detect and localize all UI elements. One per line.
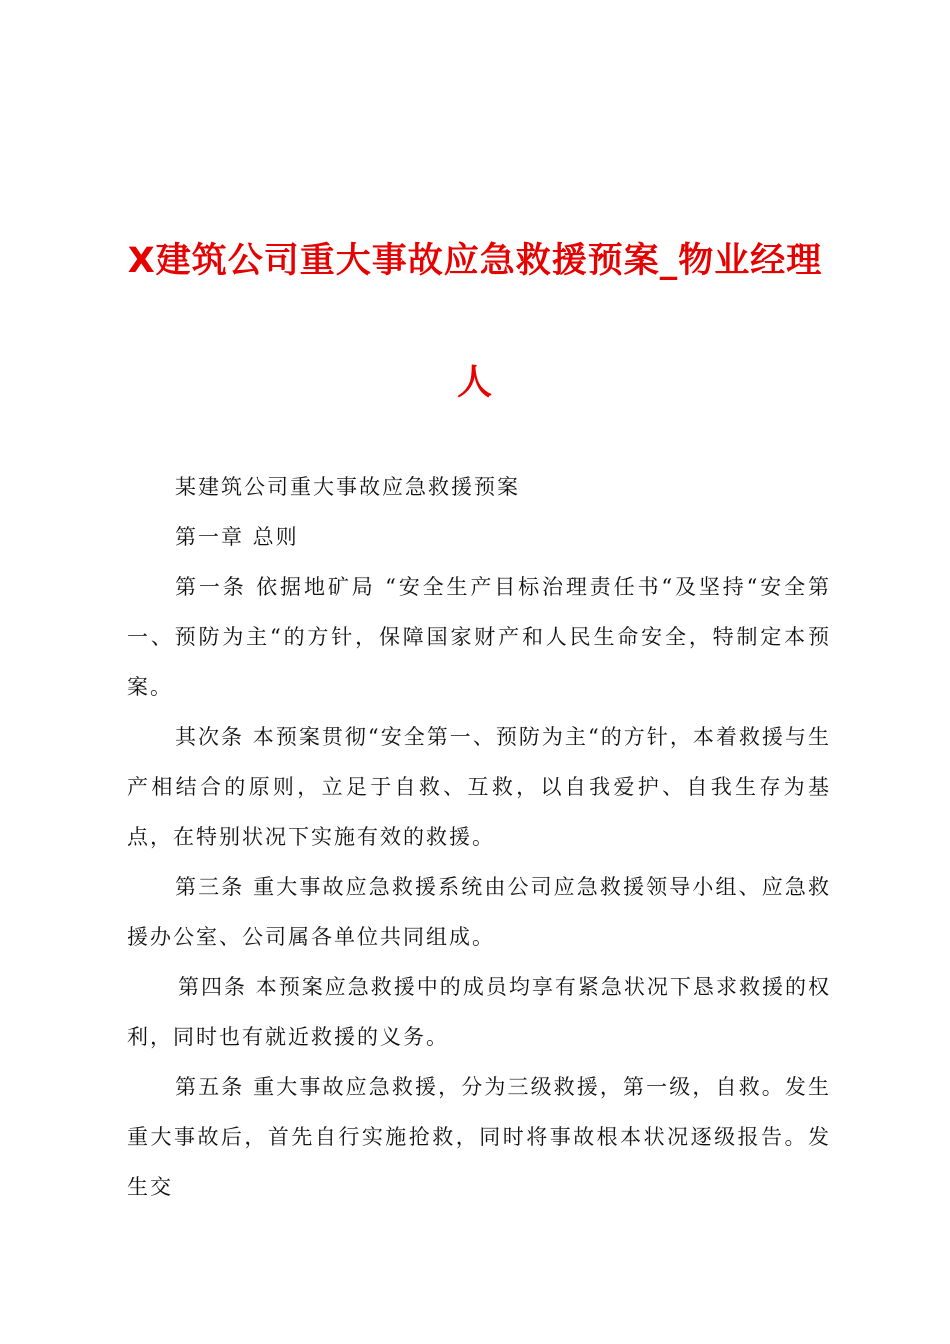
paragraph-article-5: 第五条 重大事故应急救援，分为三级救援，第一级，自救。发生重大事故后，首先自行实施抢救，同时将事故根本状况逐级报告。发生交 bbox=[127, 1075, 831, 1199]
paragraph-article-4: 第四条 本预案应急救援中的成员均享有紧急状况下恳求救援的权利，同时也有就近救援的义务。 bbox=[127, 975, 831, 1049]
document-body bbox=[127, 462, 831, 1212]
paragraph-article-2: 其次条 本预案贯彻“安全第一、预防为主“的方针，本着救援与生产相结合的原则，立足于自救、互救，以自我爱护、自我生存为基点，在特别状况下实施有效的救援。 bbox=[127, 725, 831, 849]
document-title: X建筑公司重大事故应急救援预案_物业经理人 bbox=[127, 241, 823, 403]
paragraph-chapter-heading: 第一章 总则 bbox=[175, 525, 299, 549]
paragraph-article-3: 第三条 重大事故应急救援系统由公司应急救援领导小组、应急救援办公室、公司属各单位共同组成。 bbox=[127, 875, 831, 949]
paragraph-subtitle: 某建筑公司重大事故应急救援预案 bbox=[175, 475, 520, 499]
paragraph-article-1: 第一条 依据地矿局 “安全生产目标治理责任书“及坚持“安全第一、预防为主“的方针，保障国家财产和人民生命安全，特制定本预案。 bbox=[127, 575, 831, 699]
